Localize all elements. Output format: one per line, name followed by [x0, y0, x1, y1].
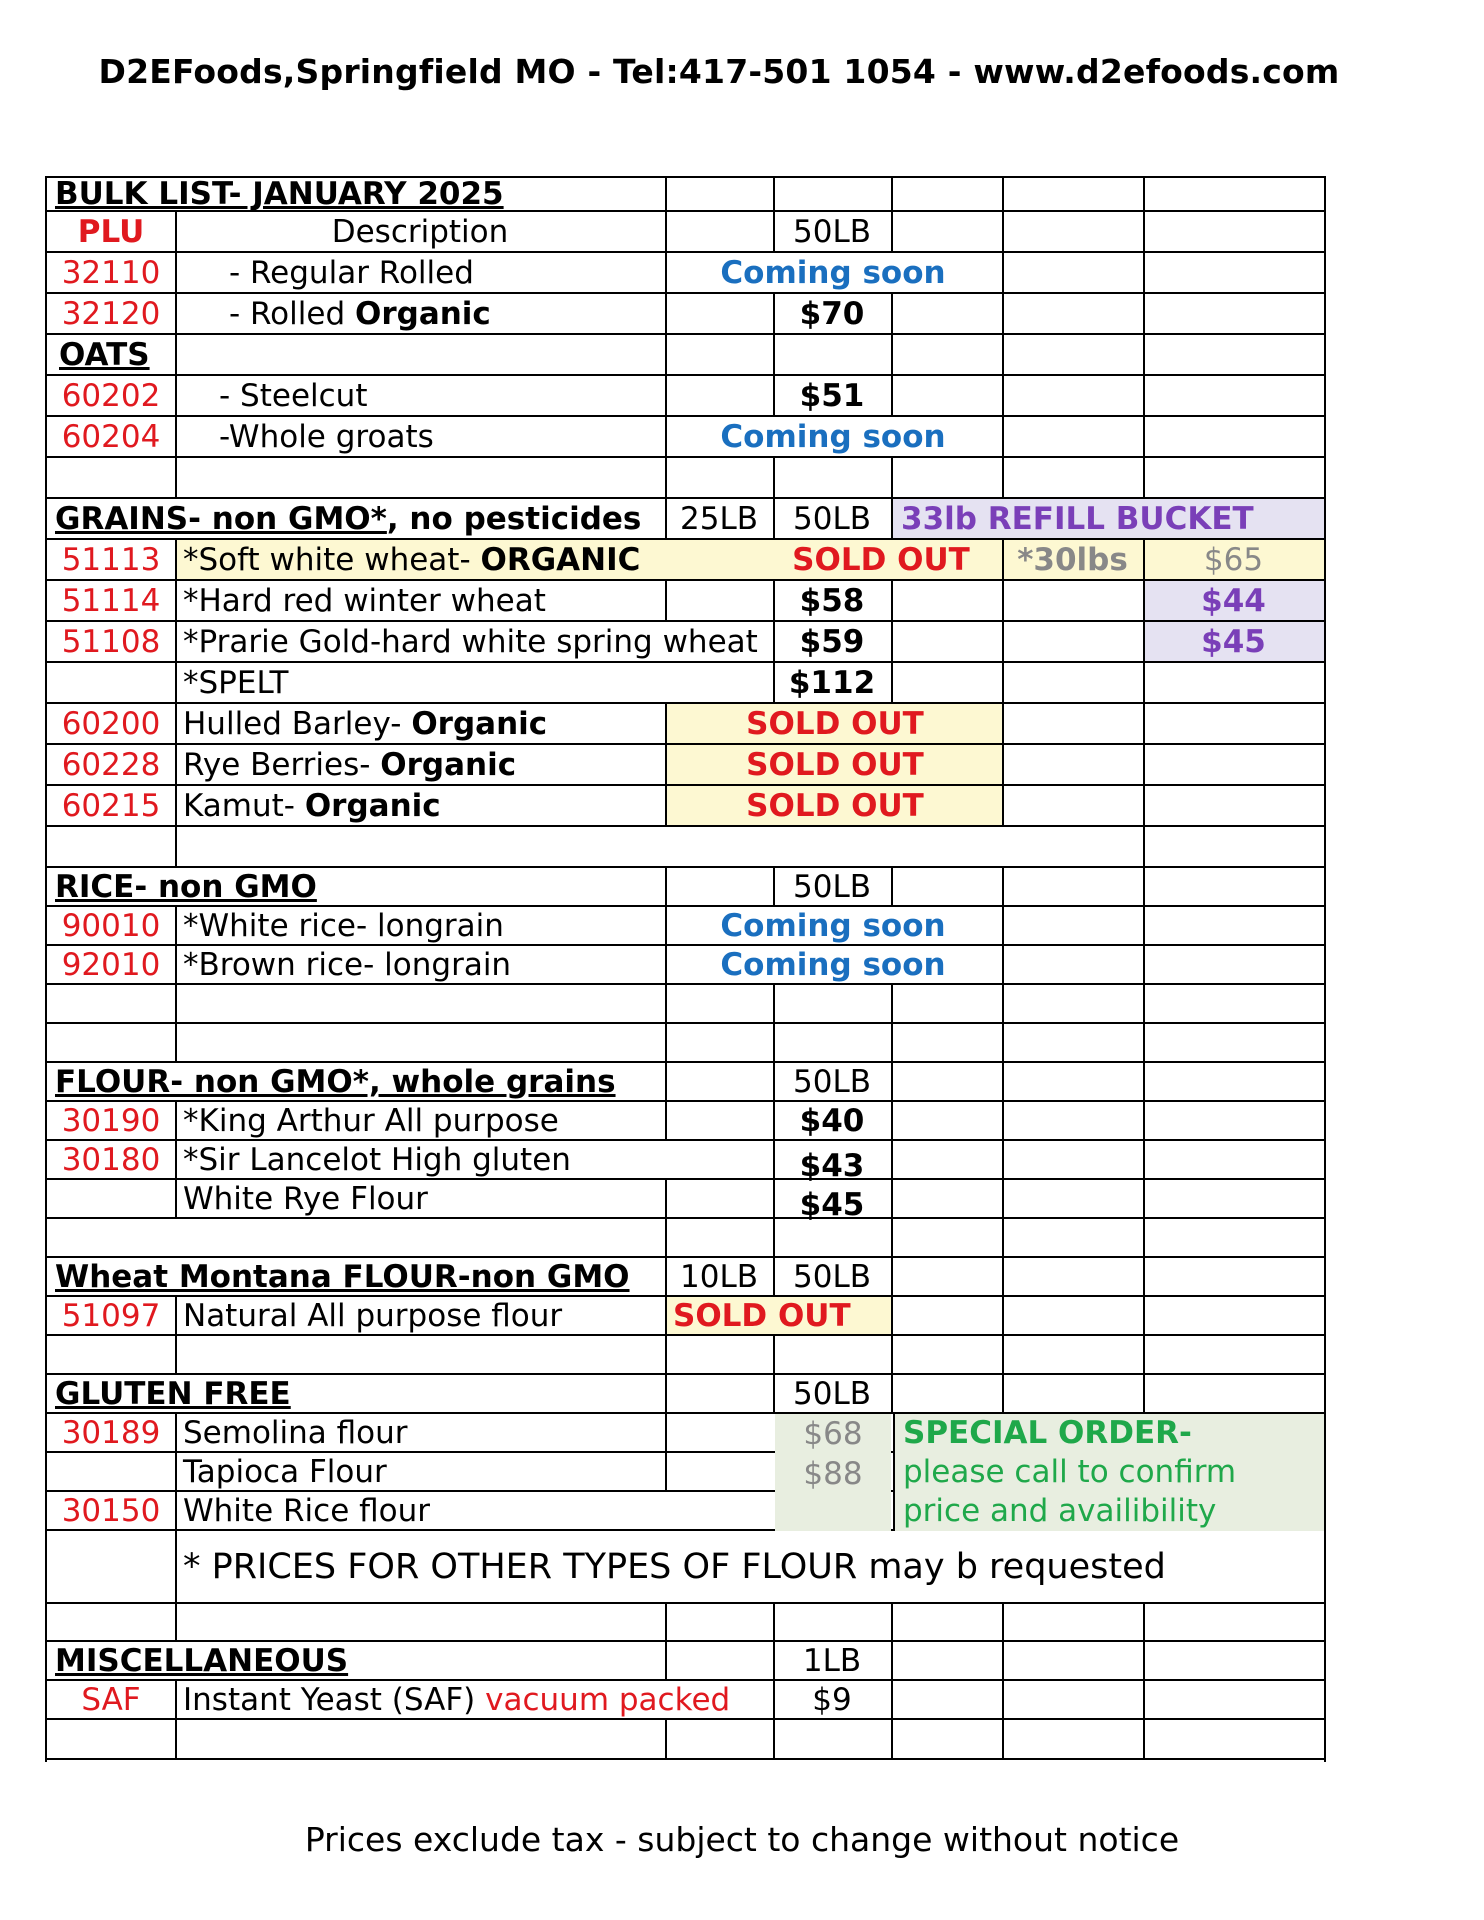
plu-code: 51108: [61, 623, 161, 660]
table-row: [47, 376, 1324, 417]
plu-code: 60202: [61, 377, 161, 414]
other-flour-note: * PRICES FOR OTHER TYPES OF FLOUR may b requested: [183, 1546, 1166, 1587]
item-description: *Soft white wheat- ORGANIC: [183, 541, 641, 578]
table-row: [47, 1720, 1324, 1760]
table-row: [47, 704, 1324, 745]
table-row: [47, 458, 1324, 499]
item-description: Rye Berries- Organic: [183, 746, 517, 783]
size-header: 50LB: [793, 213, 871, 250]
table-row: [47, 540, 1324, 581]
plu-code: 51113: [61, 541, 161, 578]
plu-code: SAF: [81, 1681, 141, 1718]
price: $58: [799, 582, 865, 619]
table-row: [47, 1219, 1324, 1258]
plu-code: 60204: [61, 418, 161, 455]
size-50lb: 50LB: [793, 1258, 871, 1295]
price: $88: [803, 1456, 863, 1492]
table-row: [47, 1336, 1324, 1375]
section-title-wheat-montana: Wheat Montana FLOUR-non GMO: [55, 1258, 630, 1295]
price-status: Coming soon: [720, 907, 946, 944]
item-description: - Regular Rolled: [229, 254, 474, 291]
item-description: Hulled Barley- Organic: [183, 705, 548, 742]
section-title-gluten-free: GLUTEN FREE: [55, 1375, 291, 1412]
table-row: [47, 212, 1324, 253]
plu-code: 92010: [61, 946, 161, 983]
table-row: [47, 868, 1324, 907]
refill-price: $65: [1143, 540, 1324, 579]
table-row: [47, 1375, 1324, 1414]
table-row: [47, 1180, 1324, 1223]
item-description: - Rolled Organic: [229, 295, 491, 332]
price-status: Coming soon: [720, 254, 946, 291]
item-description: Tapioca Flour: [183, 1453, 387, 1490]
plu-code: 32110: [61, 254, 161, 291]
plu-code: 51114: [61, 582, 161, 619]
item-description: *Hard red winter wheat: [183, 582, 546, 619]
plu-code: 30150: [61, 1492, 161, 1529]
price-status: Coming soon: [720, 946, 946, 983]
price: $45: [799, 1186, 865, 1223]
plu-code: 30189: [61, 1414, 161, 1451]
item-description: Kamut- Organic: [183, 787, 441, 824]
item-description: *White rice- longrain: [183, 907, 504, 944]
item-description: White Rye Flour: [183, 1180, 428, 1217]
table-row: [47, 417, 1324, 458]
plu-code: 90010: [61, 907, 161, 944]
table-row: [47, 1258, 1324, 1297]
table-row: [47, 1642, 1324, 1681]
table-row: [47, 335, 1324, 376]
refill-price: $45: [1143, 622, 1324, 661]
plu-code: 60200: [61, 705, 161, 742]
price: $70: [799, 295, 865, 332]
size-header: 50LB: [793, 1375, 871, 1412]
plu-code: 30190: [61, 1102, 161, 1139]
section-title-rice: RICE- non GMO: [55, 868, 317, 905]
refill-price: $44: [1143, 581, 1324, 620]
price: $112: [788, 664, 876, 701]
table-row: [47, 663, 1324, 704]
item-description: Semolina flour: [183, 1414, 408, 1451]
table-row: [47, 1297, 1324, 1336]
sold-out-status: SOLD OUT: [667, 1297, 891, 1334]
plu-code: 32120: [61, 295, 161, 332]
table-row: [47, 622, 1324, 663]
section-title-flour: FLOUR- non GMO*, whole grains: [55, 1063, 616, 1100]
section-label-oats: OATS: [59, 336, 150, 373]
table-row: [47, 1141, 1324, 1184]
item-description: *Brown rice- longrain: [183, 946, 512, 983]
table-row: [47, 178, 1324, 212]
price: $51: [799, 377, 865, 414]
price-status: Coming soon: [720, 418, 946, 455]
sold-out-status: SOLD OUT: [667, 786, 1003, 825]
price: $68: [803, 1416, 863, 1452]
plu-code: 30180: [61, 1141, 161, 1178]
refill-note: *30lbs: [1002, 540, 1143, 579]
table-row: [47, 1063, 1324, 1102]
item-description: - Steelcut: [219, 377, 368, 414]
table-row: [47, 1024, 1324, 1063]
table-row: [47, 294, 1324, 335]
special-order-note: SPECIAL ORDER- please call to confirm price and availibility: [893, 1414, 1324, 1531]
plu-code: 51097: [61, 1297, 161, 1334]
section-title-grains: GRAINS- non GMO* , no pesticides: [55, 500, 642, 537]
table-row: [47, 1604, 1324, 1642]
item-description: -Whole groats: [219, 418, 434, 455]
size-10lb: 10LB: [680, 1258, 758, 1295]
item-description: *Prarie Gold-hard white spring wheat: [183, 623, 758, 660]
item-description: *Sir Lancelot High gluten: [183, 1141, 571, 1178]
table-row: [47, 499, 1324, 540]
section-title-bulk-list: BULK LIST- JANUARY 2025: [55, 176, 504, 212]
plu-header: PLU: [77, 213, 145, 250]
item-description: Instant Yeast (SAF) vacuum packed: [183, 1681, 731, 1718]
page-footer: Prices exclude tax - subject to change without notice: [304, 1820, 1180, 1859]
item-description: *SPELT: [183, 664, 289, 701]
size-header: 50LB: [793, 1063, 871, 1100]
price: $9: [812, 1681, 852, 1718]
refill-bucket-header: 33lb REFILL BUCKET: [893, 499, 1324, 538]
price: $43: [799, 1147, 865, 1184]
table-row: [47, 827, 1324, 868]
table-row: [47, 581, 1324, 622]
sold-out-status: SOLD OUT: [667, 745, 1003, 784]
table-row: [47, 907, 1324, 946]
plu-code: 60228: [61, 746, 161, 783]
sold-out-status: SOLD OUT: [667, 704, 1003, 743]
sold-out-status: SOLD OUT: [792, 541, 970, 578]
size-25lb: 25LB: [680, 500, 758, 537]
table-row: [47, 1681, 1324, 1720]
bulk-price-table: [45, 176, 1326, 1762]
description-header: Description: [331, 213, 509, 250]
price: $59: [799, 623, 865, 660]
table-row: [47, 253, 1324, 294]
item-description: Natural All purpose flour: [183, 1297, 563, 1334]
item-description: *King Arthur All purpose: [183, 1102, 559, 1139]
table-row: [47, 1102, 1324, 1141]
table-row: [47, 745, 1324, 786]
gluten-free-price-block: [775, 1414, 891, 1531]
page-header: D2EFoods,Springfield MO - Tel:417-501 1054 - www.d2efoods.com: [98, 52, 1340, 91]
section-title-miscellaneous: MISCELLANEOUS: [55, 1642, 349, 1679]
table-row: [47, 985, 1324, 1024]
plu-code: 60215: [61, 787, 161, 824]
table-row: [47, 946, 1324, 985]
table-row: [47, 1531, 1324, 1604]
table-row: [47, 786, 1324, 827]
size-header: 50LB: [793, 868, 871, 905]
price: $40: [799, 1102, 865, 1139]
size-50lb: 50LB: [793, 500, 871, 537]
item-description: White Rice flour: [183, 1492, 431, 1529]
size-header: 1LB: [802, 1642, 862, 1679]
